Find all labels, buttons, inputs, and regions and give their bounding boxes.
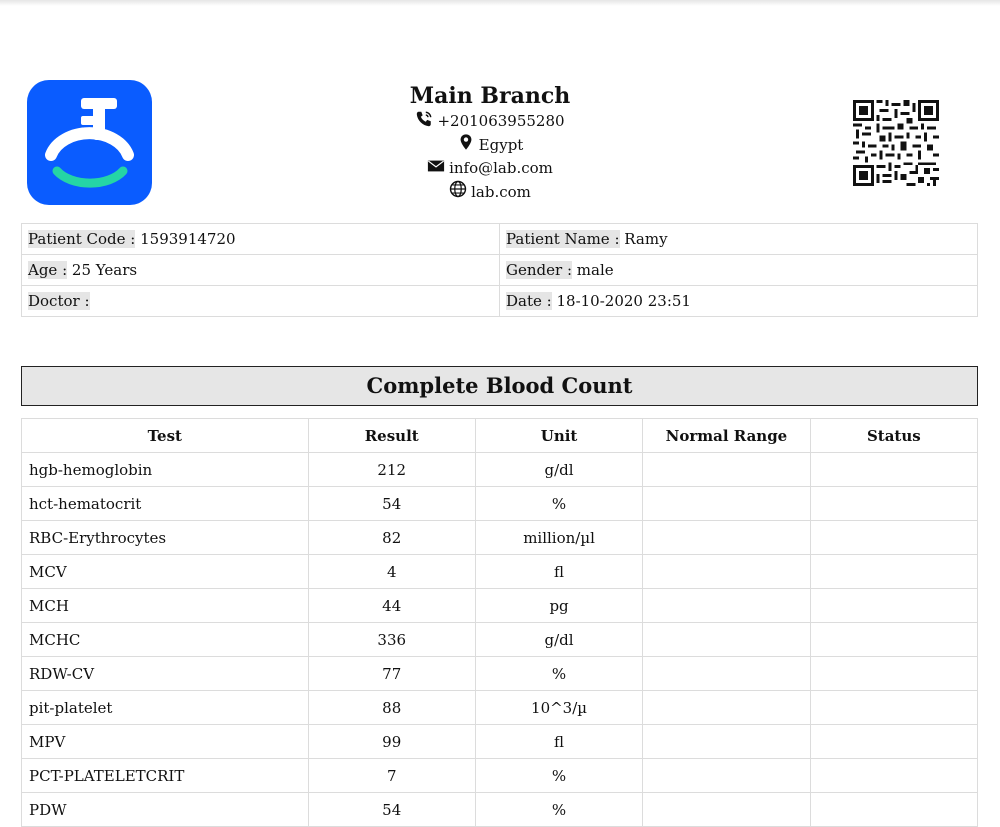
envelope-icon (427, 157, 445, 175)
column-header-unit: Unit (475, 419, 642, 453)
normal-range-value (643, 725, 810, 759)
website-line (330, 181, 650, 205)
gender-value: male (576, 261, 614, 279)
date-value: 18-10-2020 23:51 (556, 292, 691, 310)
normal-range-value (643, 793, 810, 827)
lab-logo (27, 80, 152, 205)
unit-value: % (475, 657, 642, 691)
country: Egypt (478, 135, 524, 154)
phone-line (330, 110, 650, 134)
patient-info-row (22, 286, 978, 317)
qr-code-icon (853, 100, 939, 186)
globe-icon (449, 180, 467, 198)
normal-range-value (643, 691, 810, 725)
status-value (810, 793, 977, 827)
normal-range-value (643, 555, 810, 589)
branch-info (330, 83, 650, 204)
normal-range-value (643, 453, 810, 487)
result-value: 212 (308, 453, 475, 487)
column-header-test: Test (22, 419, 309, 453)
age-value: 25 Years (71, 261, 138, 279)
table-row (22, 623, 978, 657)
page-top-shadow (0, 0, 1000, 6)
result-value: 4 (308, 555, 475, 589)
test-name: hgb-hemoglobin (22, 453, 309, 487)
phone-icon (415, 110, 433, 128)
unit-value: pg (475, 589, 642, 623)
location-line (330, 134, 650, 158)
date-cell (500, 286, 978, 317)
status-value (810, 555, 977, 589)
unit-value: million/µl (475, 521, 642, 555)
website: lab.com (471, 182, 531, 201)
section-title: Complete Blood Count (21, 366, 978, 406)
normal-range-value (643, 487, 810, 521)
status-value (810, 589, 977, 623)
branch-name: Main Branch (409, 83, 571, 109)
status-value (810, 725, 977, 759)
patient-name-value: Ramy (624, 230, 668, 248)
table-row (22, 759, 978, 793)
age-cell (22, 255, 500, 286)
status-value (810, 657, 977, 691)
normal-range-value (643, 657, 810, 691)
table-row (22, 657, 978, 691)
patient-code-label: Patient Code : (28, 230, 136, 248)
status-value (810, 691, 977, 725)
patient-info-row (22, 255, 978, 286)
status-value (810, 623, 977, 657)
patient-code-cell (22, 224, 500, 255)
table-row (22, 453, 978, 487)
result-value: 54 (308, 793, 475, 827)
column-header-status: Status (810, 419, 977, 453)
test-name: PCT-PLATELETCRIT (22, 759, 309, 793)
flask-icon (27, 80, 152, 205)
normal-range-value (643, 759, 810, 793)
unit-value: g/dl (475, 453, 642, 487)
results-header-row (22, 419, 978, 453)
unit-value: % (475, 793, 642, 827)
normal-range-value (643, 623, 810, 657)
status-value (810, 521, 977, 555)
unit-value: % (475, 759, 642, 793)
result-value: 99 (308, 725, 475, 759)
test-name: MCHC (22, 623, 309, 657)
results-table (21, 418, 978, 827)
email-line (330, 157, 650, 181)
test-name: hct-hematocrit (22, 487, 309, 521)
table-row (22, 691, 978, 725)
column-header-result: Result (308, 419, 475, 453)
table-row (22, 487, 978, 521)
unit-value: % (475, 487, 642, 521)
result-value: 7 (308, 759, 475, 793)
table-row (22, 521, 978, 555)
unit-value: fl (475, 555, 642, 589)
test-name: RBC-Erythrocytes (22, 521, 309, 555)
unit-value: g/dl (475, 623, 642, 657)
unit-value: 10^3/µ (475, 691, 642, 725)
table-row (22, 555, 978, 589)
gender-label: Gender : (506, 261, 572, 279)
patient-name-cell (500, 224, 978, 255)
result-value: 88 (308, 691, 475, 725)
test-name: MCH (22, 589, 309, 623)
result-value: 54 (308, 487, 475, 521)
status-value (810, 759, 977, 793)
patient-code-value: 1593914720 (140, 230, 236, 248)
patient-info-table (21, 223, 978, 317)
test-name: MPV (22, 725, 309, 759)
table-row (22, 725, 978, 759)
patient-name-label: Patient Name : (506, 230, 620, 248)
test-name: pit-platelet (22, 691, 309, 725)
doctor-cell (22, 286, 500, 317)
email: info@lab.com (449, 159, 553, 177)
location-pin-icon (457, 133, 475, 151)
age-label: Age : (28, 261, 68, 279)
table-row (22, 793, 978, 827)
result-value: 336 (308, 623, 475, 657)
unit-value: fl (475, 725, 642, 759)
status-value (810, 487, 977, 521)
table-row (22, 589, 978, 623)
normal-range-value (643, 589, 810, 623)
test-name: PDW (22, 793, 309, 827)
phone-number: +201063955280 (437, 112, 565, 130)
result-value: 44 (308, 589, 475, 623)
patient-info-row (22, 224, 978, 255)
normal-range-value (643, 521, 810, 555)
date-label: Date : (506, 292, 552, 310)
result-value: 82 (308, 521, 475, 555)
gender-cell (500, 255, 978, 286)
doctor-label: Doctor : (28, 292, 90, 310)
test-name: MCV (22, 555, 309, 589)
results-body (22, 453, 978, 827)
test-name: RDW-CV (22, 657, 309, 691)
column-header-normal-range: Normal Range (643, 419, 810, 453)
result-value: 77 (308, 657, 475, 691)
status-value (810, 453, 977, 487)
